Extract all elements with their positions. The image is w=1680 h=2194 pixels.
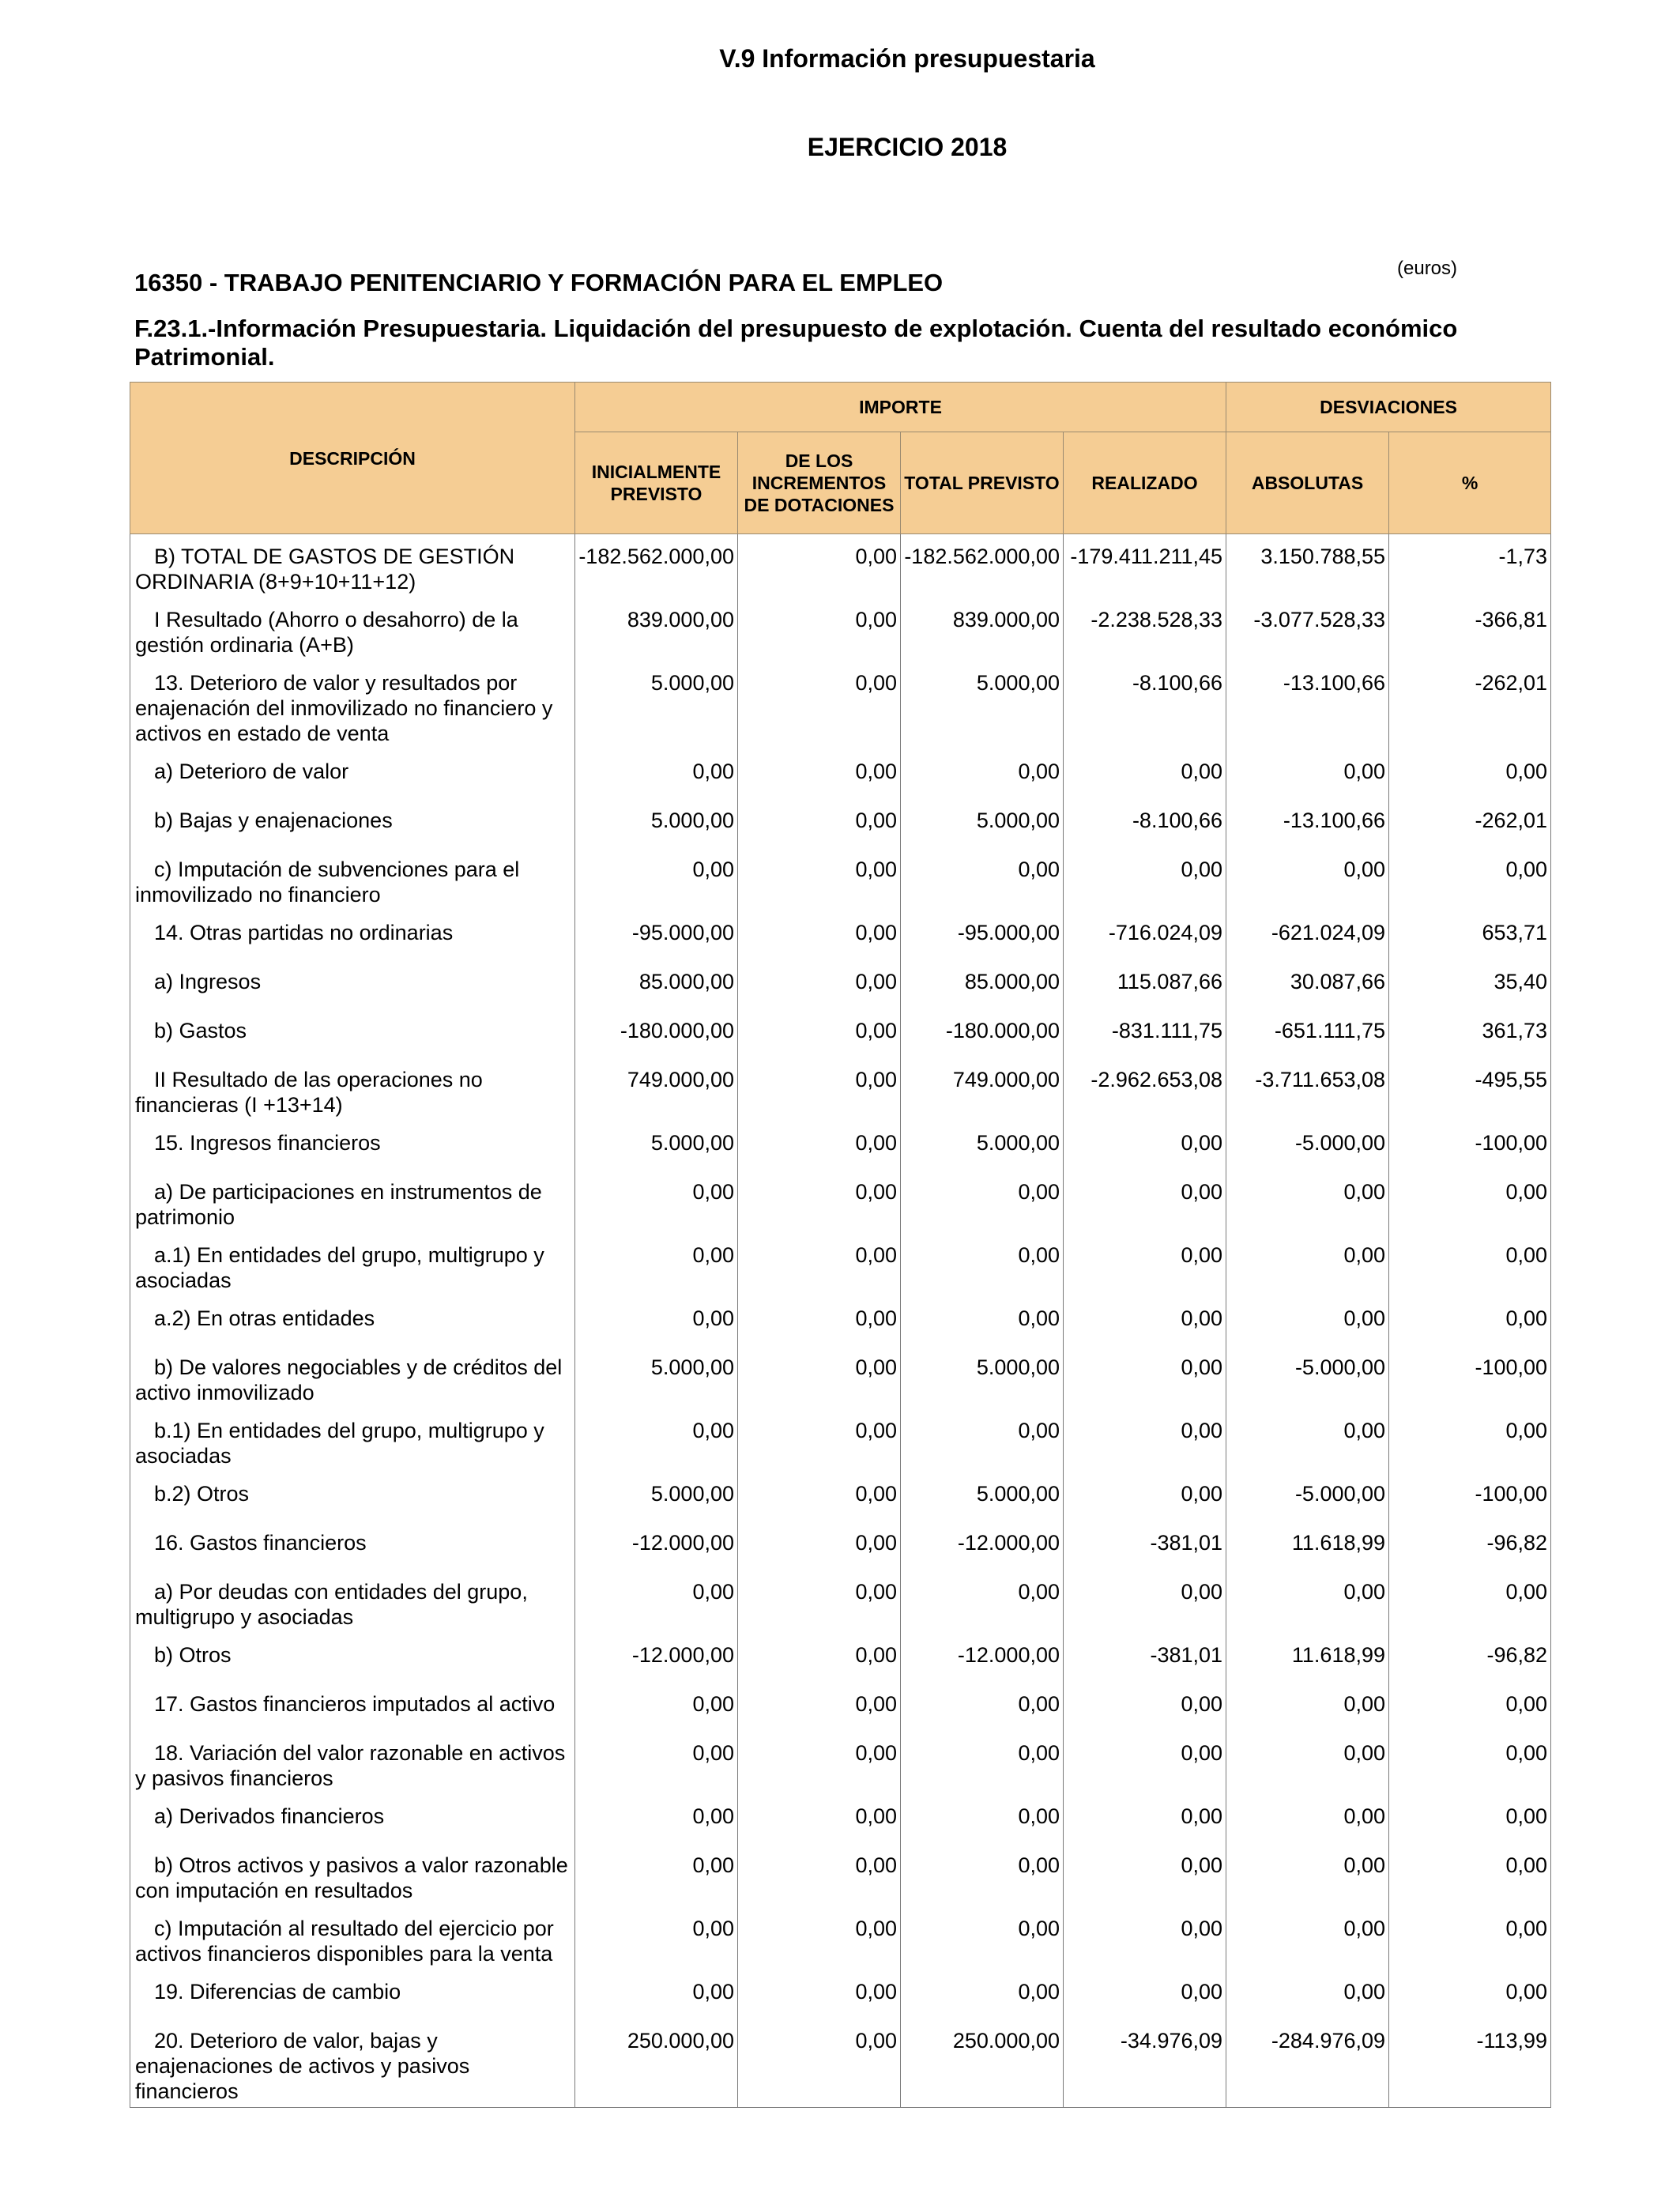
- cell-total-previsto: 839.000,00: [901, 598, 1064, 661]
- cell-desviacion-porcentaje: -262,01: [1389, 661, 1551, 749]
- cell-incrementos: 0,00: [738, 1843, 901, 1906]
- table-row: [130, 1121, 1551, 1170]
- cell-inicialmente-previsto: 0,00: [575, 847, 738, 910]
- cell-inicialmente-previsto: 5.000,00: [575, 661, 738, 749]
- table-row: [130, 1521, 1551, 1570]
- table-body: [130, 534, 1551, 2108]
- cell-desviacion-porcentaje: 0,00: [1389, 749, 1551, 798]
- row-description: B) TOTAL DE GASTOS DE GESTIÓN ORDINARIA (8+9+10+11+12): [130, 534, 575, 598]
- cell-desviacion-absoluta: 0,00: [1226, 1233, 1389, 1296]
- cell-desviacion-porcentaje: 0,00: [1389, 1843, 1551, 1906]
- row-description: II Resultado de las operaciones no financieras (I +13+14): [130, 1057, 575, 1121]
- table-row: [130, 534, 1551, 598]
- cell-incrementos: 0,00: [738, 749, 901, 798]
- cell-desviacion-porcentaje: 0,00: [1389, 1731, 1551, 1794]
- cell-incrementos: 0,00: [738, 534, 901, 598]
- table-row: [130, 910, 1551, 959]
- row-description: b) Gastos: [130, 1008, 575, 1057]
- cell-total-previsto: 5.000,00: [901, 1345, 1064, 1408]
- cell-total-previsto: 0,00: [901, 1970, 1064, 2019]
- table-row: [130, 959, 1551, 1008]
- row-description: a) Ingresos: [130, 959, 575, 1008]
- cell-incrementos: 0,00: [738, 1794, 901, 1843]
- row-description: a) De participaciones en instrumentos de patrimonio: [130, 1170, 575, 1233]
- cell-realizado: 0,00: [1064, 847, 1226, 910]
- cell-realizado: 0,00: [1064, 1170, 1226, 1233]
- cell-desviacion-absoluta: -5.000,00: [1226, 1121, 1389, 1170]
- cell-desviacion-absoluta: 3.150.788,55: [1226, 534, 1389, 598]
- cell-inicialmente-previsto: 0,00: [575, 1296, 738, 1345]
- cell-desviacion-absoluta: 0,00: [1226, 749, 1389, 798]
- table-row: [130, 2019, 1551, 2108]
- cell-realizado: -8.100,66: [1064, 798, 1226, 847]
- cell-total-previsto: 5.000,00: [901, 798, 1064, 847]
- cell-realizado: 0,00: [1064, 1843, 1226, 1906]
- cell-incrementos: 0,00: [738, 1233, 901, 1296]
- cell-incrementos: 0,00: [738, 598, 901, 661]
- column-header-realizado: REALIZADO: [1064, 432, 1226, 534]
- cell-inicialmente-previsto: 5.000,00: [575, 798, 738, 847]
- cell-desviacion-absoluta: 30.087,66: [1226, 959, 1389, 1008]
- table-row: [130, 1233, 1551, 1296]
- cell-incrementos: 0,00: [738, 1345, 901, 1408]
- cell-total-previsto: -95.000,00: [901, 910, 1064, 959]
- cell-desviacion-absoluta: 0,00: [1226, 1970, 1389, 2019]
- table-row: [130, 1682, 1551, 1731]
- cell-inicialmente-previsto: -95.000,00: [575, 910, 738, 959]
- cell-realizado: -8.100,66: [1064, 661, 1226, 749]
- cell-inicialmente-previsto: 0,00: [575, 1233, 738, 1296]
- cell-total-previsto: 0,00: [901, 1296, 1064, 1345]
- cell-realizado: 0,00: [1064, 1345, 1226, 1408]
- column-group-desviaciones: DESVIACIONES: [1226, 383, 1551, 432]
- table-row: [130, 1057, 1551, 1121]
- cell-realizado: 0,00: [1064, 1233, 1226, 1296]
- cell-desviacion-porcentaje: -96,82: [1389, 1633, 1551, 1682]
- cell-total-previsto: 0,00: [901, 847, 1064, 910]
- cell-realizado: 0,00: [1064, 1906, 1226, 1970]
- cell-desviacion-porcentaje: 0,00: [1389, 1794, 1551, 1843]
- cell-inicialmente-previsto: 0,00: [575, 1794, 738, 1843]
- cell-desviacion-absoluta: 0,00: [1226, 1731, 1389, 1794]
- column-header-descripcion: DESCRIPCIÓN: [130, 383, 575, 534]
- cell-realizado: 0,00: [1064, 1731, 1226, 1794]
- cell-desviacion-absoluta: -651.111,75: [1226, 1008, 1389, 1057]
- row-description: 17. Gastos financieros imputados al activo: [130, 1682, 575, 1731]
- table-title: F.23.1.-Información Presupuestaria. Liquidación del presupuesto de explotación. Cuenta del resultado económico Patrimonial.: [134, 315, 1458, 371]
- cell-total-previsto: -12.000,00: [901, 1521, 1064, 1570]
- cell-incrementos: 0,00: [738, 1906, 901, 1970]
- cell-desviacion-absoluta: 0,00: [1226, 1906, 1389, 1970]
- cell-incrementos: 0,00: [738, 1008, 901, 1057]
- cell-desviacion-porcentaje: 0,00: [1389, 1296, 1551, 1345]
- cell-inicialmente-previsto: -182.562.000,00: [575, 534, 738, 598]
- cell-desviacion-absoluta: -5.000,00: [1226, 1345, 1389, 1408]
- cell-desviacion-porcentaje: -262,01: [1389, 798, 1551, 847]
- cell-inicialmente-previsto: 0,00: [575, 749, 738, 798]
- cell-inicialmente-previsto: 0,00: [575, 1408, 738, 1472]
- cell-total-previsto: 5.000,00: [901, 1472, 1064, 1521]
- cell-desviacion-porcentaje: -100,00: [1389, 1121, 1551, 1170]
- cell-incrementos: 0,00: [738, 1570, 901, 1633]
- cell-desviacion-absoluta: 0,00: [1226, 847, 1389, 910]
- cell-realizado: 0,00: [1064, 1121, 1226, 1170]
- cell-inicialmente-previsto: 0,00: [575, 1731, 738, 1794]
- column-group-importe: IMPORTE: [575, 383, 1226, 432]
- row-description: 13. Deterioro de valor y resultados por enajenación del inmovilizado no financiero y activos en estado de venta: [130, 661, 575, 749]
- table-row: [130, 1906, 1551, 1970]
- cell-realizado: -381,01: [1064, 1521, 1226, 1570]
- cell-desviacion-absoluta: -13.100,66: [1226, 661, 1389, 749]
- cell-realizado: 0,00: [1064, 1296, 1226, 1345]
- cell-total-previsto: 0,00: [901, 1570, 1064, 1633]
- row-description: b) Bajas y enajenaciones: [130, 798, 575, 847]
- cell-desviacion-absoluta: -3.077.528,33: [1226, 598, 1389, 661]
- table-row: [130, 1345, 1551, 1408]
- cell-total-previsto: 749.000,00: [901, 1057, 1064, 1121]
- table-row: [130, 749, 1551, 798]
- cell-desviacion-absoluta: -13.100,66: [1226, 798, 1389, 847]
- cell-realizado: 0,00: [1064, 749, 1226, 798]
- cell-desviacion-porcentaje: 0,00: [1389, 1570, 1551, 1633]
- cell-desviacion-porcentaje: -495,55: [1389, 1057, 1551, 1121]
- cell-desviacion-porcentaje: 0,00: [1389, 847, 1551, 910]
- cell-desviacion-absoluta: -3.711.653,08: [1226, 1057, 1389, 1121]
- cell-incrementos: 0,00: [738, 1296, 901, 1345]
- cell-incrementos: 0,00: [738, 1121, 901, 1170]
- table-row: [130, 598, 1551, 661]
- table-row: [130, 1570, 1551, 1633]
- cell-realizado: 0,00: [1064, 1794, 1226, 1843]
- cell-total-previsto: 0,00: [901, 749, 1064, 798]
- cell-desviacion-absoluta: 11.618,99: [1226, 1521, 1389, 1570]
- cell-desviacion-porcentaje: 0,00: [1389, 1970, 1551, 2019]
- cell-desviacion-porcentaje: 653,71: [1389, 910, 1551, 959]
- cell-inicialmente-previsto: -12.000,00: [575, 1633, 738, 1682]
- cell-total-previsto: 250.000,00: [901, 2019, 1064, 2108]
- cell-incrementos: 0,00: [738, 1521, 901, 1570]
- cell-desviacion-porcentaje: -96,82: [1389, 1521, 1551, 1570]
- cell-total-previsto: 5.000,00: [901, 1121, 1064, 1170]
- cell-realizado: -716.024,09: [1064, 910, 1226, 959]
- cell-desviacion-porcentaje: -113,99: [1389, 2019, 1551, 2108]
- column-header-absolutas: ABSOLUTAS: [1226, 432, 1389, 534]
- table-row: [130, 1170, 1551, 1233]
- cell-incrementos: 0,00: [738, 661, 901, 749]
- cell-inicialmente-previsto: 250.000,00: [575, 2019, 738, 2108]
- cell-desviacion-porcentaje: 0,00: [1389, 1233, 1551, 1296]
- cell-desviacion-absoluta: -284.976,09: [1226, 2019, 1389, 2108]
- table-row: [130, 1794, 1551, 1843]
- cell-inicialmente-previsto: 5.000,00: [575, 1121, 738, 1170]
- row-description: b.2) Otros: [130, 1472, 575, 1521]
- cell-desviacion-absoluta: 0,00: [1226, 1794, 1389, 1843]
- cell-realizado: 0,00: [1064, 1570, 1226, 1633]
- row-description: b) Otros: [130, 1633, 575, 1682]
- row-description: a) Deterioro de valor: [130, 749, 575, 798]
- cell-realizado: 0,00: [1064, 1970, 1226, 2019]
- cell-desviacion-porcentaje: 0,00: [1389, 1682, 1551, 1731]
- row-description: 18. Variación del valor razonable en activos y pasivos financieros: [130, 1731, 575, 1794]
- table-row: [130, 798, 1551, 847]
- table-row: [130, 1408, 1551, 1472]
- cell-desviacion-absoluta: 0,00: [1226, 1408, 1389, 1472]
- row-description: c) Imputación de subvenciones para el inmovilizado no financiero: [130, 847, 575, 910]
- row-description: b) De valores negociables y de créditos del activo inmovilizado: [130, 1345, 575, 1408]
- cell-inicialmente-previsto: 0,00: [575, 1570, 738, 1633]
- cell-desviacion-porcentaje: -100,00: [1389, 1472, 1551, 1521]
- cell-total-previsto: -180.000,00: [901, 1008, 1064, 1057]
- cell-total-previsto: 0,00: [901, 1408, 1064, 1472]
- cell-inicialmente-previsto: 749.000,00: [575, 1057, 738, 1121]
- cell-total-previsto: 0,00: [901, 1843, 1064, 1906]
- row-description: a.1) En entidades del grupo, multigrupo y asociadas: [130, 1233, 575, 1296]
- cell-incrementos: 0,00: [738, 1057, 901, 1121]
- cell-desviacion-porcentaje: 361,73: [1389, 1008, 1551, 1057]
- table-row: [130, 1296, 1551, 1345]
- cell-desviacion-absoluta: -621.024,09: [1226, 910, 1389, 959]
- cell-inicialmente-previsto: 0,00: [575, 1170, 738, 1233]
- budget-table: [130, 382, 1551, 2108]
- row-description: a) Derivados financieros: [130, 1794, 575, 1843]
- table-row: [130, 847, 1551, 910]
- fiscal-year-title: EJERCICIO 2018: [807, 133, 1008, 161]
- cell-incrementos: 0,00: [738, 1970, 901, 2019]
- cell-incrementos: 0,00: [738, 1472, 901, 1521]
- cell-incrementos: 0,00: [738, 1682, 901, 1731]
- table-row: [130, 1008, 1551, 1057]
- cell-desviacion-porcentaje: -1,73: [1389, 534, 1551, 598]
- row-description: b) Otros activos y pasivos a valor razonable con imputación en resultados: [130, 1843, 575, 1906]
- column-header-incrementos: DE LOS INCREMENTOS DE DOTACIONES: [738, 432, 901, 534]
- row-description: 19. Diferencias de cambio: [130, 1970, 575, 2019]
- row-description: b.1) En entidades del grupo, multigrupo y asociadas: [130, 1408, 575, 1472]
- cell-inicialmente-previsto: 839.000,00: [575, 598, 738, 661]
- column-header-porcentaje: %: [1389, 432, 1551, 534]
- cell-total-previsto: 85.000,00: [901, 959, 1064, 1008]
- cell-inicialmente-previsto: 0,00: [575, 1906, 738, 1970]
- cell-inicialmente-previsto: 5.000,00: [575, 1472, 738, 1521]
- cell-total-previsto: 0,00: [901, 1682, 1064, 1731]
- cell-total-previsto: -182.562.000,00: [901, 534, 1064, 598]
- cell-incrementos: 0,00: [738, 1731, 901, 1794]
- table-row: [130, 1970, 1551, 2019]
- table-row: [130, 1843, 1551, 1906]
- cell-desviacion-absoluta: 0,00: [1226, 1296, 1389, 1345]
- column-header-total-previsto: TOTAL PREVISTO: [901, 432, 1064, 534]
- currency-unit-label: (euros): [1397, 258, 1458, 279]
- cell-desviacion-absoluta: 11.618,99: [1226, 1633, 1389, 1682]
- cell-desviacion-porcentaje: 0,00: [1389, 1408, 1551, 1472]
- cell-total-previsto: 0,00: [901, 1794, 1064, 1843]
- cell-desviacion-porcentaje: 0,00: [1389, 1170, 1551, 1233]
- cell-inicialmente-previsto: 0,00: [575, 1970, 738, 2019]
- cell-realizado: 0,00: [1064, 1472, 1226, 1521]
- cell-realizado: 115.087,66: [1064, 959, 1226, 1008]
- cell-realizado: 0,00: [1064, 1408, 1226, 1472]
- table-row: [130, 1633, 1551, 1682]
- cell-desviacion-absoluta: -5.000,00: [1226, 1472, 1389, 1521]
- cell-incrementos: 0,00: [738, 798, 901, 847]
- cell-total-previsto: 0,00: [901, 1906, 1064, 1970]
- cell-total-previsto: 0,00: [901, 1731, 1064, 1794]
- table-row: [130, 661, 1551, 749]
- cell-incrementos: 0,00: [738, 1408, 901, 1472]
- cell-total-previsto: -12.000,00: [901, 1633, 1064, 1682]
- cell-incrementos: 0,00: [738, 910, 901, 959]
- cell-realizado: -34.976,09: [1064, 2019, 1226, 2108]
- cell-incrementos: 0,00: [738, 2019, 901, 2108]
- cell-desviacion-porcentaje: 0,00: [1389, 1906, 1551, 1970]
- cell-realizado: -381,01: [1064, 1633, 1226, 1682]
- table-row: [130, 1472, 1551, 1521]
- row-description: a) Por deudas con entidades del grupo, multigrupo y asociadas: [130, 1570, 575, 1633]
- row-description: 14. Otras partidas no ordinarias: [130, 910, 575, 959]
- cell-inicialmente-previsto: 0,00: [575, 1682, 738, 1731]
- row-description: c) Imputación al resultado del ejercicio por activos financieros disponibles para la venta: [130, 1906, 575, 1970]
- cell-incrementos: 0,00: [738, 1170, 901, 1233]
- organization-title: 16350 - TRABAJO PENITENCIARIO Y FORMACIÓN PARA EL EMPLEO: [134, 269, 944, 296]
- cell-total-previsto: 5.000,00: [901, 661, 1064, 749]
- cell-inicialmente-previsto: 5.000,00: [575, 1345, 738, 1408]
- row-description: a.2) En otras entidades: [130, 1296, 575, 1345]
- cell-total-previsto: 0,00: [901, 1233, 1064, 1296]
- cell-realizado: 0,00: [1064, 1682, 1226, 1731]
- cell-inicialmente-previsto: 0,00: [575, 1843, 738, 1906]
- cell-incrementos: 0,00: [738, 959, 901, 1008]
- cell-desviacion-porcentaje: 35,40: [1389, 959, 1551, 1008]
- cell-realizado: -2.962.653,08: [1064, 1057, 1226, 1121]
- table-row: [130, 1731, 1551, 1794]
- cell-realizado: -2.238.528,33: [1064, 598, 1226, 661]
- cell-desviacion-absoluta: 0,00: [1226, 1843, 1389, 1906]
- cell-inicialmente-previsto: -180.000,00: [575, 1008, 738, 1057]
- cell-incrementos: 0,00: [738, 847, 901, 910]
- column-header-inicialmente-previsto: INICIALMENTE PREVISTO: [575, 432, 738, 534]
- cell-desviacion-absoluta: 0,00: [1226, 1170, 1389, 1233]
- cell-realizado: -179.411.211,45: [1064, 534, 1226, 598]
- row-description: 16. Gastos financieros: [130, 1521, 575, 1570]
- row-description: I Resultado (Ahorro o desahorro) de la gestión ordinaria (A+B): [130, 598, 575, 661]
- cell-desviacion-porcentaje: -100,00: [1389, 1345, 1551, 1408]
- row-description: 15. Ingresos financieros: [130, 1121, 575, 1170]
- section-title: V.9 Información presupuestaria: [719, 44, 1095, 73]
- cell-realizado: -831.111,75: [1064, 1008, 1226, 1057]
- cell-desviacion-absoluta: 0,00: [1226, 1570, 1389, 1633]
- cell-inicialmente-previsto: -12.000,00: [575, 1521, 738, 1570]
- cell-inicialmente-previsto: 85.000,00: [575, 959, 738, 1008]
- cell-incrementos: 0,00: [738, 1633, 901, 1682]
- cell-total-previsto: 0,00: [901, 1170, 1064, 1233]
- cell-desviacion-absoluta: 0,00: [1226, 1682, 1389, 1731]
- cell-desviacion-porcentaje: -366,81: [1389, 598, 1551, 661]
- row-description: 20. Deterioro de valor, bajas y enajenaciones de activos y pasivos financieros: [130, 2019, 575, 2108]
